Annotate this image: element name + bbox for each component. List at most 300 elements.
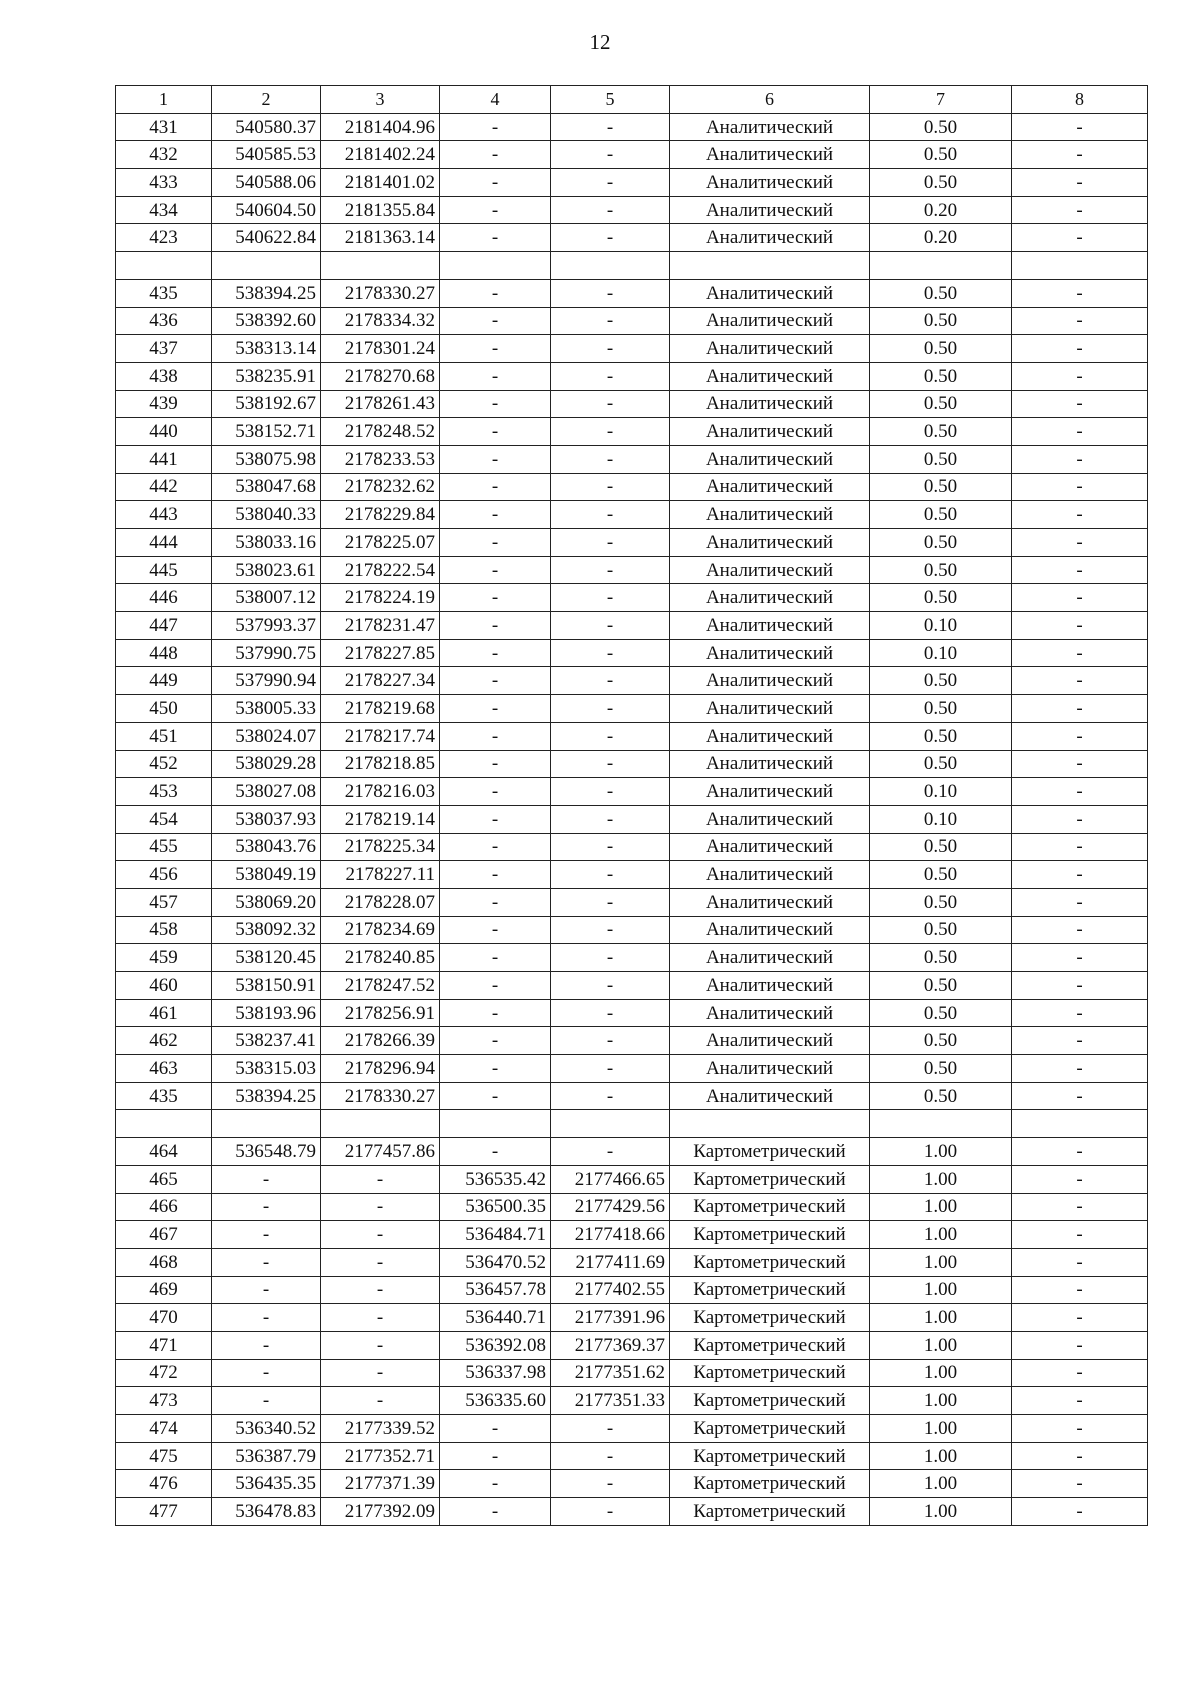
table-cell: - (440, 529, 551, 557)
table-header-row (116, 86, 1148, 114)
table-cell: 538394.25 (212, 279, 321, 307)
table-cell: 444 (116, 529, 212, 557)
table-cell: 475 (116, 1442, 212, 1470)
table-cell: - (440, 224, 551, 252)
table-cell: - (551, 833, 670, 861)
table-cell: 434 (116, 196, 212, 224)
table-cell: - (440, 1055, 551, 1083)
table-row (116, 584, 1148, 612)
table-cell: - (551, 196, 670, 224)
table-cell: - (551, 529, 670, 557)
table-cell: 538024.07 (212, 722, 321, 750)
table-cell: Картометрический (670, 1498, 870, 1526)
table-cell: - (1012, 639, 1148, 667)
table-cell: 540588.06 (212, 169, 321, 197)
table-cell: 536435.35 (212, 1470, 321, 1498)
table-cell (551, 252, 670, 280)
table-cell: 540580.37 (212, 113, 321, 141)
table-cell: 536478.83 (212, 1498, 321, 1526)
table-cell: - (1012, 529, 1148, 557)
table-cell: 0.50 (870, 335, 1012, 363)
table-cell: - (1012, 805, 1148, 833)
table-cell: 2177457.86 (321, 1138, 440, 1166)
table-cell: - (551, 750, 670, 778)
table-cell: - (551, 888, 670, 916)
table-cell: 2178217.74 (321, 722, 440, 750)
table-cell: 2177339.52 (321, 1415, 440, 1443)
table-cell: 2178330.27 (321, 279, 440, 307)
table-cell: - (1012, 335, 1148, 363)
table-cell: - (440, 667, 551, 695)
table-cell: 2177411.69 (551, 1248, 670, 1276)
table-cell: 2181363.14 (321, 224, 440, 252)
table-cell: - (440, 1027, 551, 1055)
table-cell: Аналитический (670, 529, 870, 557)
table-cell: Аналитический (670, 224, 870, 252)
table-cell: 2177391.96 (551, 1304, 670, 1332)
table-row (116, 224, 1148, 252)
table-row (116, 556, 1148, 584)
table-cell: 538152.71 (212, 418, 321, 446)
table-cell: - (440, 141, 551, 169)
table-cell: 538313.14 (212, 335, 321, 363)
table-row (116, 169, 1148, 197)
table-cell: 473 (116, 1387, 212, 1415)
table-cell: - (440, 169, 551, 197)
table-row (116, 1442, 1148, 1470)
table-row (116, 612, 1148, 640)
column-header: 2 (212, 86, 321, 114)
table-cell: 538069.20 (212, 888, 321, 916)
table-cell: 2178225.34 (321, 833, 440, 861)
table-cell: 537993.37 (212, 612, 321, 640)
table-cell: Картометрический (670, 1387, 870, 1415)
table-cell: Аналитический (670, 944, 870, 972)
table-cell: 463 (116, 1055, 212, 1083)
table-cell: 538047.68 (212, 473, 321, 501)
table-cell: 1.00 (870, 1138, 1012, 1166)
table-cell: 0.50 (870, 1082, 1012, 1110)
table-cell: 537990.75 (212, 639, 321, 667)
table-cell (212, 252, 321, 280)
table-cell: 438 (116, 362, 212, 390)
table-cell: 0.50 (870, 113, 1012, 141)
table-cell: 0.50 (870, 999, 1012, 1027)
table-cell: 0.50 (870, 916, 1012, 944)
coordinates-table (115, 85, 1148, 1526)
table-cell: 2178240.85 (321, 944, 440, 972)
table-cell: 538092.32 (212, 916, 321, 944)
table-cell: 0.50 (870, 861, 1012, 889)
table-cell: - (321, 1193, 440, 1221)
table-row (116, 778, 1148, 806)
table-row (116, 1387, 1148, 1415)
table-cell: - (212, 1304, 321, 1332)
table-cell: 449 (116, 667, 212, 695)
table-cell: 538235.91 (212, 362, 321, 390)
table-cell: - (440, 335, 551, 363)
table-cell: 2178222.54 (321, 556, 440, 584)
table-cell (870, 1110, 1012, 1138)
table-cell: Аналитический (670, 972, 870, 1000)
table-cell: Аналитический (670, 390, 870, 418)
table-row (116, 1331, 1148, 1359)
table-cell: 540604.50 (212, 196, 321, 224)
table-cell: 2178232.62 (321, 473, 440, 501)
table-cell: - (551, 639, 670, 667)
table-cell: - (1012, 196, 1148, 224)
table-cell: - (551, 1138, 670, 1166)
table-cell (440, 252, 551, 280)
table-cell: Аналитический (670, 584, 870, 612)
table-cell: 443 (116, 501, 212, 529)
table-cell: - (551, 972, 670, 1000)
table-cell: - (1012, 1331, 1148, 1359)
table-row (116, 805, 1148, 833)
table-cell: 540585.53 (212, 141, 321, 169)
table-cell: 467 (116, 1221, 212, 1249)
table-cell: - (440, 1082, 551, 1110)
table-cell: 2177402.55 (551, 1276, 670, 1304)
table-cell: Аналитический (670, 501, 870, 529)
table-cell: 1.00 (870, 1248, 1012, 1276)
table-row (116, 1082, 1148, 1110)
table-cell: 2178256.91 (321, 999, 440, 1027)
table-cell: - (321, 1304, 440, 1332)
table-row (116, 695, 1148, 723)
table-cell: 0.50 (870, 888, 1012, 916)
table-cell: - (1012, 279, 1148, 307)
table-cell: - (1012, 390, 1148, 418)
table-cell: 536470.52 (440, 1248, 551, 1276)
table-cell: 0.50 (870, 750, 1012, 778)
table-row (116, 1498, 1148, 1526)
table-cell: 2178216.03 (321, 778, 440, 806)
table-cell: 2178224.19 (321, 584, 440, 612)
table-cell: Аналитический (670, 612, 870, 640)
table-cell: - (1012, 1276, 1148, 1304)
table-cell: - (1012, 556, 1148, 584)
table-cell: 0.10 (870, 778, 1012, 806)
table-cell: - (321, 1331, 440, 1359)
table-cell: 446 (116, 584, 212, 612)
table-cell: - (440, 778, 551, 806)
table-cell: Аналитический (670, 1082, 870, 1110)
table-cell: - (440, 805, 551, 833)
table-cell: 1.00 (870, 1387, 1012, 1415)
table-cell: - (1012, 833, 1148, 861)
table-cell: 0.50 (870, 556, 1012, 584)
table-cell: 0.50 (870, 722, 1012, 750)
table-cell: - (1012, 1498, 1148, 1526)
table-cell: Картометрический (670, 1193, 870, 1221)
table-cell: - (321, 1221, 440, 1249)
table-cell (440, 1110, 551, 1138)
table-cell: - (440, 501, 551, 529)
table-cell: 458 (116, 916, 212, 944)
table-cell: 450 (116, 695, 212, 723)
table-cell: Аналитический (670, 888, 870, 916)
table-cell: - (1012, 916, 1148, 944)
table-row (116, 1221, 1148, 1249)
table-cell: - (551, 501, 670, 529)
table-row (116, 1359, 1148, 1387)
table-cell: - (212, 1165, 321, 1193)
table-cell: 2178228.07 (321, 888, 440, 916)
table-cell: 2178218.85 (321, 750, 440, 778)
table-cell: - (1012, 362, 1148, 390)
column-header: 1 (116, 86, 212, 114)
table-cell: - (1012, 1221, 1148, 1249)
table-cell: - (551, 1055, 670, 1083)
table-cell: - (440, 612, 551, 640)
table-cell: 459 (116, 944, 212, 972)
table-cell: 2178334.32 (321, 307, 440, 335)
table-cell: - (551, 722, 670, 750)
table-row (116, 529, 1148, 557)
table-row (116, 1193, 1148, 1221)
table-cell: 0.50 (870, 972, 1012, 1000)
table-row (116, 418, 1148, 446)
table-cell: 0.10 (870, 805, 1012, 833)
table-cell: - (321, 1359, 440, 1387)
table-cell: - (1012, 169, 1148, 197)
table-cell: 2178301.24 (321, 335, 440, 363)
table-cell: 2178270.68 (321, 362, 440, 390)
table-cell: Аналитический (670, 778, 870, 806)
table-cell: 536548.79 (212, 1138, 321, 1166)
table-cell: 456 (116, 861, 212, 889)
table-cell: - (1012, 972, 1148, 1000)
table-cell: Аналитический (670, 169, 870, 197)
table-cell: 0.50 (870, 584, 1012, 612)
table-cell: 2178296.94 (321, 1055, 440, 1083)
table-row (116, 1165, 1148, 1193)
table-cell: - (440, 888, 551, 916)
table-row (116, 833, 1148, 861)
table-cell: 433 (116, 169, 212, 197)
table-cell: 2178266.39 (321, 1027, 440, 1055)
table-cell: 0.50 (870, 445, 1012, 473)
table-cell: Аналитический (670, 196, 870, 224)
table-row (116, 944, 1148, 972)
table-cell: 2178227.11 (321, 861, 440, 889)
table-cell: 536457.78 (440, 1276, 551, 1304)
table-cell: Картометрический (670, 1442, 870, 1470)
table-row (116, 362, 1148, 390)
table-cell: Аналитический (670, 1027, 870, 1055)
table-cell: 538033.16 (212, 529, 321, 557)
table-cell: 470 (116, 1304, 212, 1332)
table-row (116, 1470, 1148, 1498)
table-cell: 540622.84 (212, 224, 321, 252)
table-cell: - (551, 805, 670, 833)
table-cell: 2178229.84 (321, 501, 440, 529)
table-cell: 1.00 (870, 1304, 1012, 1332)
table-cell: 538023.61 (212, 556, 321, 584)
table-cell: - (1012, 667, 1148, 695)
table-cell: - (551, 1498, 670, 1526)
table-cell: - (1012, 418, 1148, 446)
table-cell: 2177392.09 (321, 1498, 440, 1526)
table-cell: 536335.60 (440, 1387, 551, 1415)
table-body (116, 86, 1148, 1526)
table-cell: - (551, 335, 670, 363)
table-cell: - (440, 113, 551, 141)
table-cell: 0.50 (870, 833, 1012, 861)
table-cell: 439 (116, 390, 212, 418)
table-cell: 538192.67 (212, 390, 321, 418)
table-cell (321, 252, 440, 280)
table-cell: Аналитический (670, 722, 870, 750)
table-row (116, 1248, 1148, 1276)
table-cell: Аналитический (670, 667, 870, 695)
table-row (116, 972, 1148, 1000)
table-cell: - (551, 113, 670, 141)
table-cell: - (1012, 584, 1148, 612)
table-cell: Картометрический (670, 1276, 870, 1304)
table-cell: Аналитический (670, 916, 870, 944)
table-cell: 457 (116, 888, 212, 916)
table-cell: 447 (116, 612, 212, 640)
table-row (116, 667, 1148, 695)
table-cell: - (440, 722, 551, 750)
table-row (116, 1415, 1148, 1443)
table-cell: 538193.96 (212, 999, 321, 1027)
table-row (116, 196, 1148, 224)
table-cell: 435 (116, 279, 212, 307)
table-cell: 2178219.68 (321, 695, 440, 723)
table-cell: 477 (116, 1498, 212, 1526)
table-cell: Аналитический (670, 113, 870, 141)
table-cell: - (1012, 1415, 1148, 1443)
table-cell: 1.00 (870, 1165, 1012, 1193)
table-cell: Аналитический (670, 279, 870, 307)
table-cell: - (440, 418, 551, 446)
table-row (116, 141, 1148, 169)
table-cell: - (212, 1331, 321, 1359)
table-cell: 462 (116, 1027, 212, 1055)
table-cell: - (440, 362, 551, 390)
table-cell: 440 (116, 418, 212, 446)
table-cell: - (212, 1276, 321, 1304)
table-cell: - (440, 750, 551, 778)
table-cell (212, 1110, 321, 1138)
table-cell (870, 252, 1012, 280)
table-row (116, 722, 1148, 750)
table-cell: 0.50 (870, 667, 1012, 695)
table-cell: 536500.35 (440, 1193, 551, 1221)
table-cell: - (551, 999, 670, 1027)
table-cell: 2181355.84 (321, 196, 440, 224)
table-cell: 538007.12 (212, 584, 321, 612)
table-cell: Аналитический (670, 141, 870, 169)
table-row (116, 1027, 1148, 1055)
table-cell: - (551, 224, 670, 252)
column-header: 7 (870, 86, 1012, 114)
table-cell: - (440, 1470, 551, 1498)
table-cell: 453 (116, 778, 212, 806)
table-cell: - (1012, 861, 1148, 889)
table-cell: 2178219.14 (321, 805, 440, 833)
table-row (116, 113, 1148, 141)
table-cell: 0.50 (870, 501, 1012, 529)
table-cell: - (1012, 612, 1148, 640)
table-cell: - (1012, 501, 1148, 529)
table-cell: 0.10 (870, 639, 1012, 667)
table-cell: 423 (116, 224, 212, 252)
table-cell: 536440.71 (440, 1304, 551, 1332)
table-cell: - (551, 584, 670, 612)
table-cell: 2181402.24 (321, 141, 440, 169)
table-cell: - (551, 362, 670, 390)
table-row (116, 1138, 1148, 1166)
table-cell: 2177369.37 (551, 1331, 670, 1359)
table-cell: - (212, 1193, 321, 1221)
table-cell: 437 (116, 335, 212, 363)
table-cell: - (551, 612, 670, 640)
table-cell: 432 (116, 141, 212, 169)
table-row (116, 1304, 1148, 1332)
table-row (116, 501, 1148, 529)
table-row (116, 639, 1148, 667)
table-cell: - (551, 279, 670, 307)
table-cell: - (551, 445, 670, 473)
table-cell: 2178247.52 (321, 972, 440, 1000)
table-cell: 536535.42 (440, 1165, 551, 1193)
table-cell: 2177429.56 (551, 1193, 670, 1221)
table-cell: - (440, 307, 551, 335)
table-cell: Аналитический (670, 695, 870, 723)
table-cell: Картометрический (670, 1248, 870, 1276)
table-cell: - (1012, 113, 1148, 141)
table-cell: Картометрический (670, 1331, 870, 1359)
table-cell: - (321, 1276, 440, 1304)
table-cell: 2178248.52 (321, 418, 440, 446)
table-cell: Аналитический (670, 999, 870, 1027)
table-cell: - (1012, 307, 1148, 335)
table-cell: 2178225.07 (321, 529, 440, 557)
table-cell: - (1012, 1055, 1148, 1083)
table-cell: - (440, 999, 551, 1027)
table-cell: 538150.91 (212, 972, 321, 1000)
table-cell: Картометрический (670, 1415, 870, 1443)
table-cell: 0.50 (870, 390, 1012, 418)
table-cell: 0.50 (870, 279, 1012, 307)
table-cell: 0.50 (870, 695, 1012, 723)
table-cell: 451 (116, 722, 212, 750)
table-cell: - (551, 418, 670, 446)
table-cell: 1.00 (870, 1221, 1012, 1249)
table-cell: - (1012, 224, 1148, 252)
table-cell: - (1012, 778, 1148, 806)
table-cell: 0.20 (870, 196, 1012, 224)
table-cell: - (551, 141, 670, 169)
table-cell: 538005.33 (212, 695, 321, 723)
table-cell: - (1012, 1138, 1148, 1166)
table-cell: Аналитический (670, 750, 870, 778)
table-cell (1012, 1110, 1148, 1138)
table-row (116, 335, 1148, 363)
table-cell: 0.50 (870, 529, 1012, 557)
table-row (116, 861, 1148, 889)
table-cell: 2177418.66 (551, 1221, 670, 1249)
table-cell: 536340.52 (212, 1415, 321, 1443)
table-cell: 0.50 (870, 418, 1012, 446)
table-cell: - (1012, 1165, 1148, 1193)
table-row (116, 1276, 1148, 1304)
table-cell: - (440, 944, 551, 972)
